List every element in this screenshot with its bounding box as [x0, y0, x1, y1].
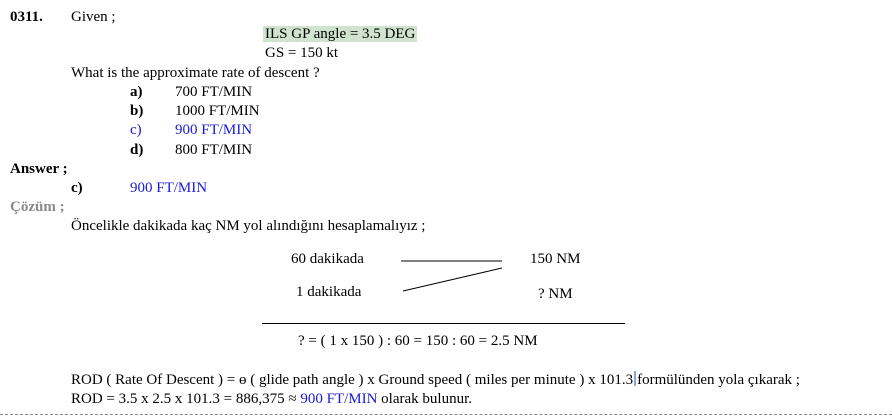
- answer-text: 900 FT/MIN: [130, 180, 208, 196]
- solution-label: Çözüm ;: [10, 199, 65, 215]
- given-ground-speed: GS = 150 kt: [265, 45, 339, 61]
- rod-formula-suffix: formülünden yola çıkarak ;: [637, 372, 800, 388]
- rod-result-value: 900 FT/MIN: [300, 391, 378, 407]
- question-number: 0311.: [10, 9, 43, 25]
- given-label: Given ;: [71, 9, 116, 25]
- option-b-letter: b): [130, 103, 144, 119]
- rod-result-suffix: olarak bulunur.: [377, 391, 472, 407]
- ratio-row2-right: ? NM: [538, 286, 573, 302]
- ratio-row2-left: 1 dakikada: [296, 284, 362, 300]
- ratio-diagonal-line: [403, 268, 502, 291]
- ratio-row1-right: 150 NM: [530, 251, 581, 267]
- answer-letter: c): [71, 180, 83, 196]
- option-a-text: 700 FT/MIN: [175, 84, 253, 100]
- rod-result-prefix: ROD = 3.5 x 2.5 x 101.3 = 886,375 ≈: [71, 391, 301, 407]
- question-prompt: What is the approximate rate of descent ?: [71, 65, 320, 81]
- option-d-letter: d): [130, 142, 144, 158]
- option-c-text: 900 FT/MIN: [175, 122, 253, 138]
- given-gp-angle-text: ILS GP angle = 3.5 DEG: [265, 26, 416, 42]
- bottom-dashed-separator: [0, 414, 892, 415]
- ratio-row1-left: 60 dakikada: [291, 251, 364, 267]
- rod-result-line: [71, 390, 472, 408]
- calc-divider: [262, 323, 625, 324]
- option-b-text: 1000 FT/MIN: [175, 103, 260, 119]
- solution-intro: Öncelikle dakikada kaç NM yol alındığını hesaplamalıyız ;: [71, 218, 426, 234]
- text-cursor: [634, 371, 636, 386]
- answer-label: Answer ;: [10, 161, 68, 177]
- option-c-letter: c): [130, 122, 142, 138]
- calc-result: ? = ( 1 x 150 ) : 60 = 150 : 60 = 2.5 NM: [298, 333, 538, 349]
- rod-formula: ROD ( Rate Of Descent ) = ɵ ( glide path angle ) x Ground speed ( miles per minute ) x 101.3: [71, 372, 634, 388]
- option-a-letter: a): [130, 84, 143, 100]
- rod-formula-line: [71, 371, 800, 389]
- option-d-text: 800 FT/MIN: [175, 142, 253, 158]
